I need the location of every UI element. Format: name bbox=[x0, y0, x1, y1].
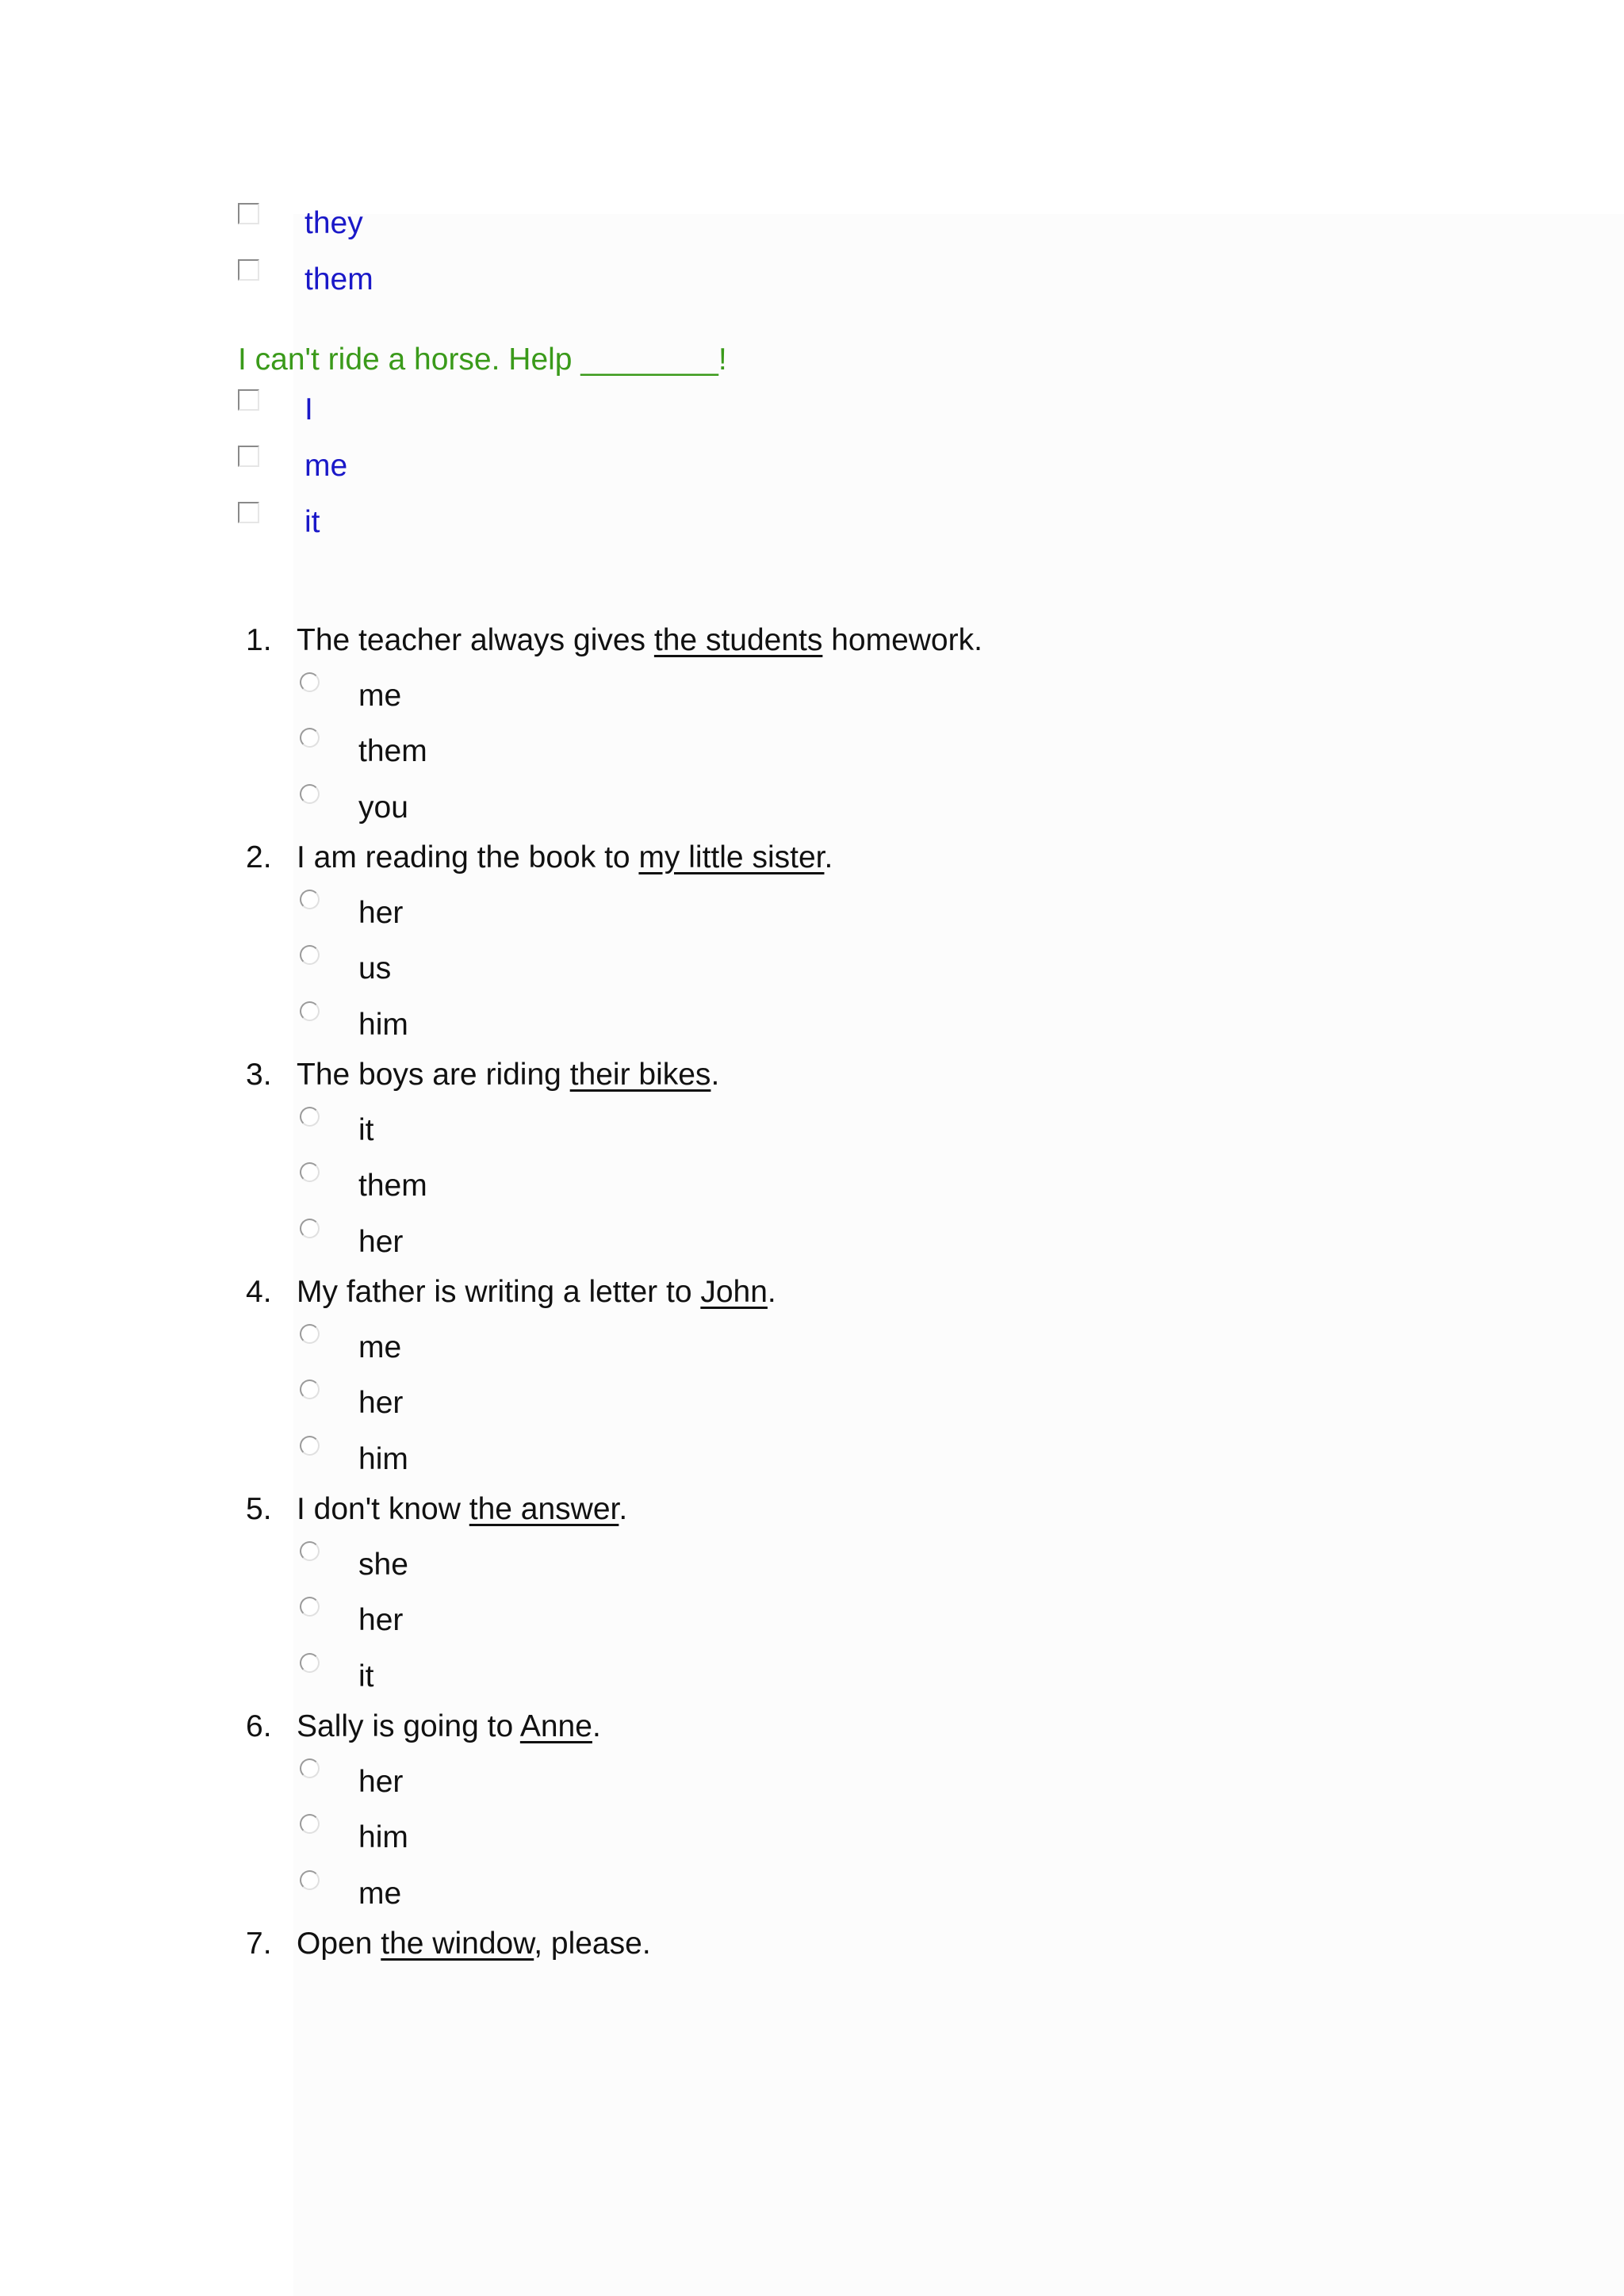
question-text-end: homework. bbox=[822, 623, 982, 657]
question-number: 5. bbox=[246, 1492, 272, 1526]
radio-button[interactable] bbox=[300, 1324, 320, 1344]
checkbox-label: I bbox=[304, 392, 313, 427]
radio-button[interactable] bbox=[300, 945, 320, 965]
underlined-phrase: their bikes bbox=[569, 1058, 711, 1092]
checkbox[interactable] bbox=[238, 203, 259, 224]
radio-button[interactable] bbox=[300, 672, 320, 692]
answer-option: us bbox=[358, 951, 392, 985]
answer-option: her bbox=[358, 1225, 404, 1259]
answer-option: it bbox=[358, 1113, 374, 1147]
question-text-end: , please. bbox=[534, 1927, 651, 1961]
checkbox[interactable] bbox=[238, 259, 259, 281]
checkbox[interactable] bbox=[238, 502, 259, 523]
answer-option: him bbox=[358, 1442, 408, 1476]
radio-button[interactable] bbox=[300, 1380, 320, 1399]
checkbox-label: they bbox=[304, 206, 363, 240]
radio-button[interactable] bbox=[300, 1219, 320, 1238]
question-text: Open bbox=[297, 1927, 381, 1961]
answer-option: me bbox=[358, 679, 402, 713]
question-4 bbox=[246, 1275, 776, 1310]
radio-button[interactable] bbox=[300, 1107, 320, 1127]
question-5 bbox=[246, 1492, 627, 1527]
question-text-end: . bbox=[592, 1709, 601, 1743]
underlined-phrase: Anne bbox=[519, 1709, 592, 1743]
question-text: The teacher always gives bbox=[297, 623, 654, 657]
underlined-phrase: the students bbox=[653, 623, 823, 657]
underlined-phrase: the answer bbox=[469, 1492, 619, 1526]
question-text: I don't know bbox=[297, 1492, 469, 1526]
question-number: 7. bbox=[246, 1927, 272, 1961]
question-2 bbox=[246, 840, 833, 875]
checkbox[interactable] bbox=[238, 446, 259, 467]
question-1 bbox=[246, 623, 982, 658]
radio-button[interactable] bbox=[300, 1814, 320, 1834]
question-number: 1. bbox=[246, 623, 272, 657]
radio-button[interactable] bbox=[300, 1541, 320, 1561]
answer-option: her bbox=[358, 1765, 404, 1799]
radio-button[interactable] bbox=[300, 1436, 320, 1456]
question-number: 3. bbox=[246, 1058, 272, 1092]
answer-option: it bbox=[358, 1659, 374, 1693]
radio-button[interactable] bbox=[300, 1162, 320, 1182]
underlined-phrase: the window bbox=[381, 1927, 534, 1961]
answer-option: her bbox=[358, 1603, 404, 1637]
question-prompt: I can't ride a horse. Help ________! bbox=[238, 342, 727, 377]
answer-option: me bbox=[358, 1330, 402, 1364]
question-7 bbox=[246, 1927, 651, 1961]
question-text-end: . bbox=[619, 1492, 628, 1526]
question-text: I am reading the book to bbox=[297, 840, 639, 874]
underlined-phrase: John bbox=[700, 1275, 768, 1309]
question-text-end: . bbox=[710, 1058, 720, 1092]
answer-option: her bbox=[358, 896, 404, 930]
answer-option: you bbox=[358, 790, 408, 825]
question-3 bbox=[246, 1058, 719, 1093]
question-number: 2. bbox=[246, 840, 272, 874]
radio-button[interactable] bbox=[300, 1001, 320, 1021]
radio-button[interactable] bbox=[300, 1870, 320, 1890]
answer-option: them bbox=[358, 1169, 427, 1203]
question-text: The boys are riding bbox=[297, 1058, 570, 1092]
question-6 bbox=[246, 1709, 601, 1744]
radio-button[interactable] bbox=[300, 1653, 320, 1673]
underlined-phrase: my little sister bbox=[638, 840, 825, 874]
checkbox-label: them bbox=[304, 262, 373, 297]
radio-button[interactable] bbox=[300, 784, 320, 804]
answer-option: her bbox=[358, 1386, 404, 1420]
question-text-end: . bbox=[767, 1275, 776, 1309]
question-number: 4. bbox=[246, 1275, 272, 1309]
question-text: My father is writing a letter to bbox=[297, 1275, 701, 1309]
question-number: 6. bbox=[246, 1709, 272, 1743]
checkbox-label: it bbox=[304, 505, 320, 539]
checkbox[interactable] bbox=[238, 389, 259, 411]
radio-button[interactable] bbox=[300, 1597, 320, 1617]
answer-option: him bbox=[358, 1820, 408, 1854]
answer-option: she bbox=[358, 1548, 408, 1582]
radio-button[interactable] bbox=[300, 1758, 320, 1778]
question-text: Sally is going to bbox=[297, 1709, 520, 1743]
radio-button[interactable] bbox=[300, 728, 320, 748]
answer-option: him bbox=[358, 1008, 408, 1042]
answer-option: them bbox=[358, 734, 427, 768]
question-text-end: . bbox=[824, 840, 833, 874]
radio-button[interactable] bbox=[300, 890, 320, 909]
checkbox-label: me bbox=[304, 449, 348, 483]
answer-option: me bbox=[358, 1877, 402, 1911]
